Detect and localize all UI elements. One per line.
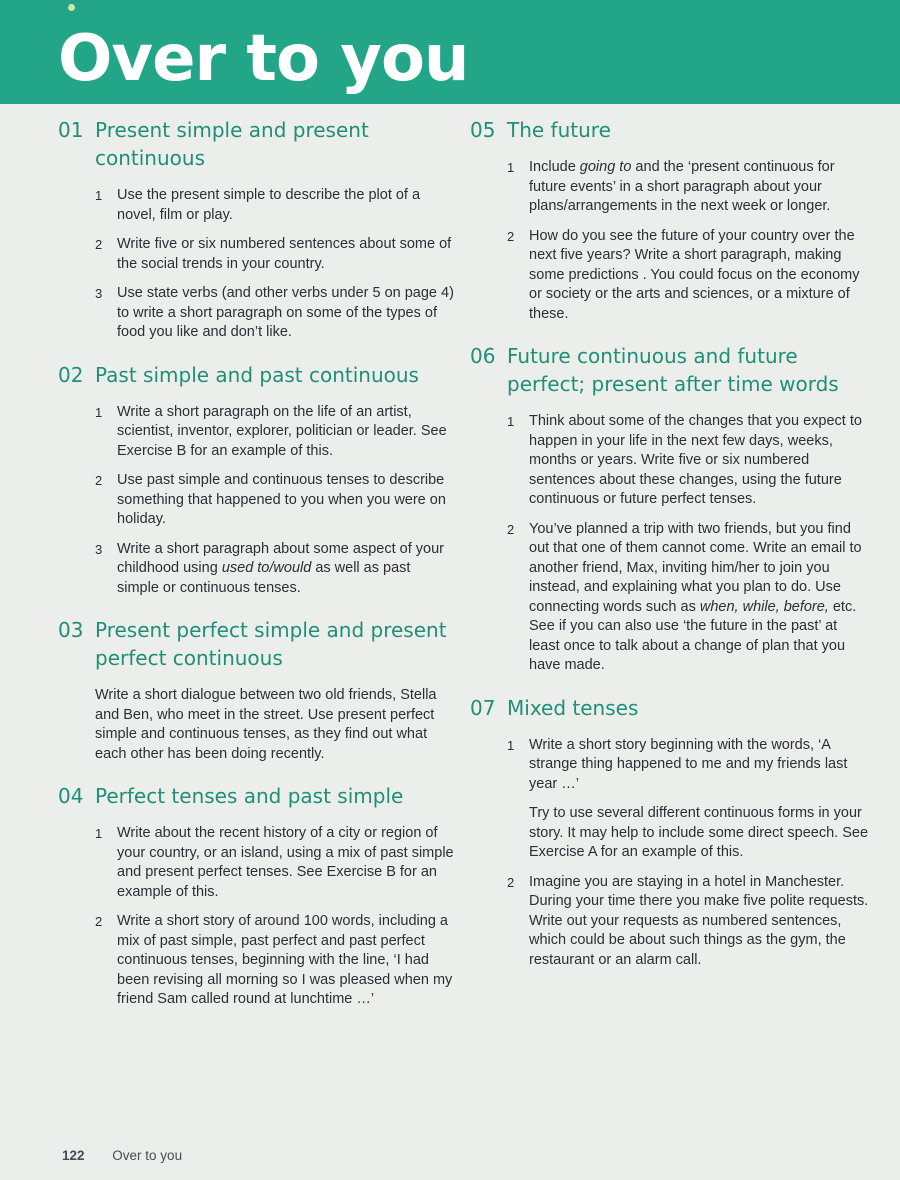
exercise-list	[470, 158, 870, 324]
item-text	[117, 540, 456, 599]
item-text: How do you see the future of your country over the next five years? Write a short paragraph, making some predictions . You could focus on the economy or society or the arts and sciences, or a mixture of these.	[529, 227, 860, 322]
item-number: 2	[95, 473, 103, 488]
exercise-item	[95, 186, 456, 225]
exercise-item	[95, 471, 456, 530]
item-number: 1	[95, 188, 103, 203]
item-text-part: and the ‘present continuous for future events’ in a short paragraph about your plans/arrangements in the next week or longer.	[529, 159, 835, 214]
section-heading	[58, 361, 456, 389]
section-title: Future continuous and future perfect; present after time words	[507, 344, 839, 396]
item-number: 1	[507, 160, 515, 175]
item-text-part: Write a short story beginning with the words, ‘A strange thing happened to me and my friends last year …’	[529, 736, 848, 792]
item-number: 2	[507, 228, 515, 244]
header-band	[0, 0, 900, 104]
section-heading	[58, 116, 456, 172]
exercise-list	[58, 403, 456, 599]
page-title: Over to you	[58, 22, 469, 96]
item-text	[529, 520, 870, 676]
item-emphasis: when, while, before,	[699, 598, 829, 615]
exercise-item	[507, 873, 870, 971]
section-title: Present perfect simple and present perfect continuous	[95, 618, 447, 670]
item-note: Try to use several different continuous forms in your story. It may help to include some direct speech. See Exercise A for an example of this.	[529, 805, 869, 860]
item-text: Imagine you are staying in a hotel in Manchester. During your time there you make five polite requests. Write out your requests as numbered sentences, which could be about such things as the gym, the restaurant or an alarm call.	[529, 873, 869, 968]
exercise-item	[507, 227, 870, 325]
item-text: Write about the recent history of a city or region of your country, or an island, using a mix of past simple and present perfect tenses. See Exercise B for an example of this.	[117, 825, 454, 900]
exercise-item	[507, 520, 870, 676]
item-number: 3	[95, 541, 103, 557]
item-number: 1	[507, 414, 515, 429]
exercise-item	[95, 824, 456, 902]
section-title: Past simple and past continuous	[95, 362, 419, 387]
section-03	[58, 616, 456, 764]
item-number: 1	[95, 404, 103, 420]
item-text-part: Include	[529, 159, 580, 175]
item-text	[529, 736, 870, 863]
exercise-list	[470, 412, 870, 676]
item-text: Use the present simple to describe the plot of a novel, film or play.	[117, 187, 421, 223]
exercise-item	[95, 912, 456, 1010]
header-dot	[68, 4, 75, 11]
page-number: 122	[62, 1148, 85, 1163]
item-number: 1	[95, 826, 103, 841]
exercise-item	[95, 235, 456, 274]
section-title: Present simple and present continuous	[95, 118, 369, 170]
exercise-item	[507, 158, 870, 217]
section-title: Perfect tenses and past simple	[95, 784, 404, 808]
item-number: 2	[95, 914, 103, 929]
section-number: 04	[58, 784, 84, 808]
section-07	[470, 694, 870, 971]
section-number: 03	[58, 618, 84, 642]
item-emphasis: used to/would	[221, 560, 312, 576]
item-text-part: as well as past simple or continuous tenses.	[117, 560, 411, 596]
item-number: 2	[507, 874, 515, 890]
item-text: Think about some of the changes that you expect to happen in your life in the next few days, weeks, months or years. Write five or six numbered sentences about these changes, using the future continuous or future perfect tenses.	[529, 413, 862, 507]
section-05	[470, 116, 870, 324]
section-number: 01	[58, 118, 84, 142]
item-text-part: Write a short paragraph about some aspect of your childhood using	[117, 540, 444, 576]
section-text: Write a short dialogue between two old friends, Stella and Ben, who meet in the street. Use present perfect simple and continuous tenses, as they find out what each other has been doing recently.	[95, 687, 437, 762]
section-01	[58, 116, 456, 343]
exercise-item	[507, 736, 870, 863]
item-text: Write a short story of around 100 words, including a mix of past simple, past perfect and past perfect continuous tenses, beginning with the line, ‘I had been revising all morning so I was pleased when my friend Sam called round at lunchtime …’	[117, 913, 453, 1007]
item-number: 1	[507, 737, 515, 753]
item-number: 2	[507, 521, 515, 537]
page-footer	[62, 1148, 182, 1163]
left-column	[58, 116, 456, 1028]
item-emphasis: going to	[579, 159, 632, 175]
section-heading	[470, 342, 870, 398]
item-number: 2	[95, 237, 103, 252]
right-column	[470, 116, 870, 988]
item-text: Use past simple and continuous tenses to describe something that happened to you when you were on holiday.	[117, 472, 446, 527]
item-text-part: etc. See if you can also use ‘the future in the past’ at least once to talk about a change of plan that you have made.	[529, 598, 857, 673]
section-06	[470, 342, 870, 676]
exercise-item	[507, 412, 870, 510]
section-number: 02	[58, 362, 84, 387]
section-heading	[470, 116, 870, 144]
section-heading	[470, 694, 870, 722]
section-heading	[58, 782, 456, 810]
item-text: Write a short paragraph on the life of an artist, scientist, inventor, explorer, politician or leader. See Exercise B for an example of this.	[117, 403, 447, 459]
item-text: Write five or six numbered sentences about some of the social trends in your country.	[117, 236, 452, 272]
section-title: Mixed tenses	[507, 695, 639, 720]
item-number: 3	[95, 286, 103, 301]
section-number: 06	[470, 344, 496, 368]
item-text: Use state verbs (and other verbs under 5 on page 4) to write a short paragraph on some of the types of food you like and don’t like.	[117, 285, 454, 340]
exercise-item	[95, 284, 456, 343]
item-text-part: You’ve planned a trip with two friends, but you find out that one of them cannot come. Write an email to another friend, Max, inviting him/her to join you instead, and explaining what you plan to do. Use connecting words such as	[529, 520, 862, 615]
section-number: 07	[470, 695, 496, 720]
section-04	[58, 782, 456, 1010]
footer-label: Over to you	[112, 1148, 183, 1163]
exercise-item	[95, 540, 456, 599]
section-number: 05	[470, 118, 496, 142]
section-title: The future	[507, 118, 611, 142]
exercise-list	[58, 824, 456, 1010]
section-heading	[58, 616, 456, 672]
item-text	[529, 158, 870, 217]
exercise-list	[58, 186, 456, 343]
exercise-item	[95, 403, 456, 462]
exercise-list	[470, 736, 870, 971]
section-02	[58, 361, 456, 599]
